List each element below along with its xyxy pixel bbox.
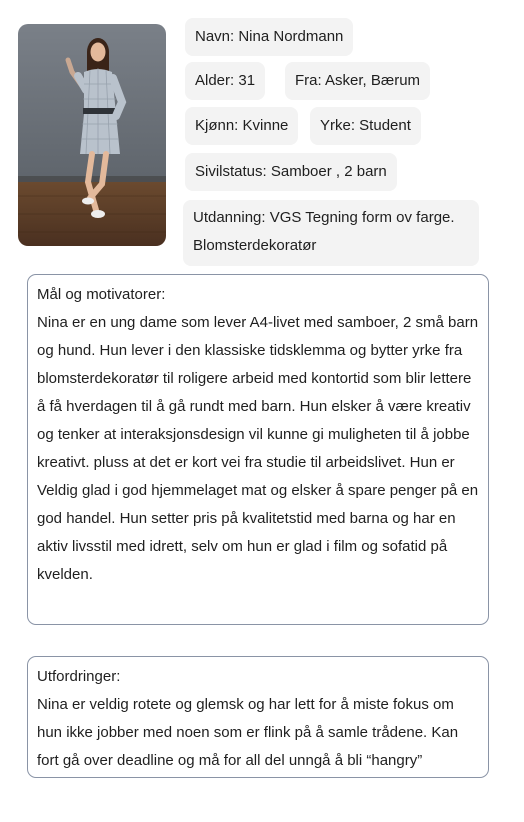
goals-text: Nina er en ung dame som lever A4-livet med samboer, 2 små barn og hund. Hun lever i den klassiske tidsklemma og bytter yrke fra blomsterdekoratør til roligere arbeid med kontortid som blir lettere å få hverdagen til å gå rundt med barn. Hun elsker å være kreativ og tenker at interaksjonsdesign vil kunne gi muligheten til å jobbe kreativt. pluss at det er kort vei fra studie til arbeidslivet. Hun er Veldig glad i god hjemmelaget mat og elsker å spare penger på en god handel. Hun setter pris på kvalitetstid med barna og har en aktiv livsstil med idrett, selv om hun er glad i film og sofatid på kvelden. (37, 314, 479, 583)
persona-photo (18, 24, 166, 246)
civil-status-chip (185, 153, 397, 191)
age-text: Alder: 31 (195, 72, 256, 89)
occupation-chip (310, 107, 421, 145)
hometown-text: Fra: Asker, Bærum (295, 72, 421, 89)
civil-status-text: Sivilstatus: Samboer , 2 barn (195, 163, 387, 180)
gender-chip (185, 107, 298, 145)
challenges-card (27, 656, 489, 778)
challenges-text: Nina er veldig rotete og glemsk og har lett for å miste fokus om hun ikke jobber med noen som er flink på å samle trådene. Kan fort gå over deadline og må for all del unngå å bli “hangry” (37, 696, 459, 769)
name-chip (185, 18, 353, 56)
goals-title: Mål og motivatorer: (37, 286, 166, 303)
age-chip (185, 62, 265, 100)
hometown-chip (285, 62, 430, 100)
name-text: Navn: Nina Nordmann (195, 28, 344, 45)
education-chip (183, 200, 479, 266)
gender-text: Kjønn: Kvinne (195, 117, 289, 134)
education-text: Utdanning: VGS Tegning form ov farge. Blomsterdekoratør (193, 209, 455, 254)
occupation-text: Yrke: Student (320, 117, 411, 134)
challenges-title: Utfordringer: (37, 668, 121, 685)
goals-card (27, 274, 489, 625)
